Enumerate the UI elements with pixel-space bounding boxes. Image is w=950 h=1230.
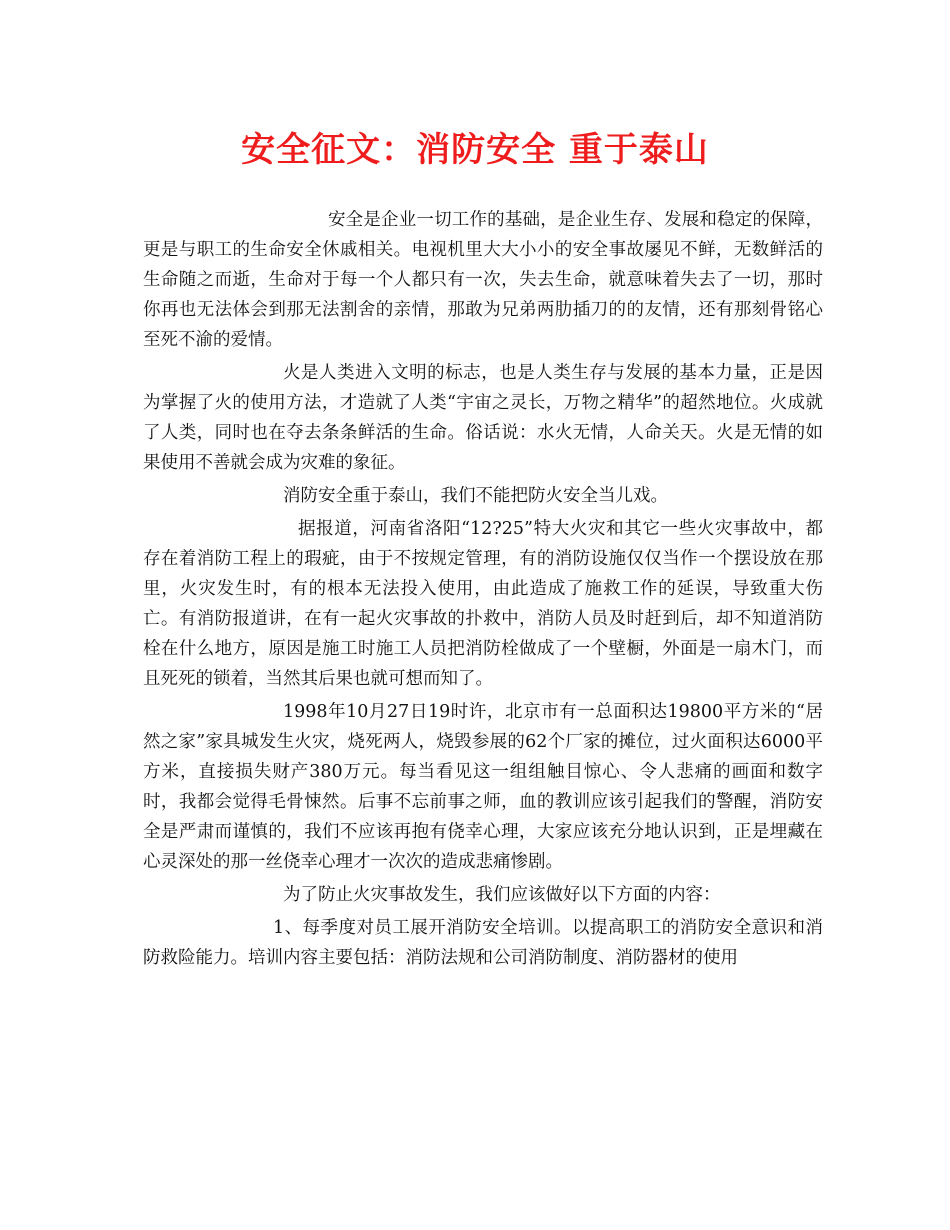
paragraph-training-item-1: 1、每季度对员工展开消防安全培训。以提高职工的消防安全意识和消防救险能力。培训内容主要包括：消防法规和公司消防制度、消防器材的使用 — [143, 918, 823, 968]
paragraph-safety-foundation: 安全是企业一切工作的基础，是企业生存、发展和稳定的保障，更是与职工的生命安全休戚相关。电视机里大大小小的安全事故屡见不鲜，无数鲜活的生命随之而逝，生命对于每一个人都只有一次，失去生命，就意味着失去了一切，那时你再也无法体会到那无法割舍的亲情，那敢为兄弟两肋插刀的的友情，还有那刻骨铭心至死不渝的爱情。 — [143, 210, 823, 350]
paragraph-fire-safety-importance: 消防安全重于泰山，我们不能把防火安全当儿戏。 — [283, 486, 668, 506]
paragraph-fire-civilization: 火是人类进入文明的标志，也是人类生存与发展的基本力量，正是因为掌握了火的使用方法，才造就了人类“宇宙之灵长，万物之精华”的超然地位。火成就了人类，同时也在夺去条条鲜活的生命。俗话说：水火无情，人命关天。火是无情的如果使用不善就会成为灾难的象征。 — [143, 363, 823, 473]
document-body — [143, 205, 823, 976]
paragraph-luoyang-fire-report: 据报道，河南省洛阳“12?25”特大火灾和其它一些火灾事故中，都存在着消防工程上的瑕疵，由于不按规定管理，有的消防设施仅仅当作一个摆设放在那里，火灾发生时，有的根本无法投入使用，由此造成了施救工作的延误，导致重大伤亡。有消防报道讲，在有一起火灾事故的扑救中，消防人员及时赶到后，却不知道消防栓在什么地方，原因是施工时施工人员把消防栓做成了一个壁橱，外面是一扇木门，而且死死的锁着，当然其后果也就可想而知了。 — [143, 519, 823, 689]
document-title: 安全征文：消防安全 重于泰山 — [241, 130, 709, 170]
paragraph-prevention-intro: 为了防止火灾事故发生，我们应该做好以下方面的内容： — [283, 885, 721, 905]
paragraph-beijing-fire-1998: 1998年10月27日19时许，北京市有一总面积达19800平方米的“居然之家”家具城发生火灾，烧死两人，烧毁参展的62个厂家的摊位，过火面积达6000平方米，直接损失财产380万元。每当看见这一组组触目惊心、令人悲痛的画面和数字时，我都会觉得毛骨悚然。后事不忘前事之师，血的教训应该引起我们的警醒，消防安全是严肃而谨慎的，我们不应该再抱有侥幸心理，大家应该充分地认识到，正是埋藏在心灵深处的那一丝侥幸心理才一次次的造成悲痛惨剧。 — [143, 702, 823, 872]
